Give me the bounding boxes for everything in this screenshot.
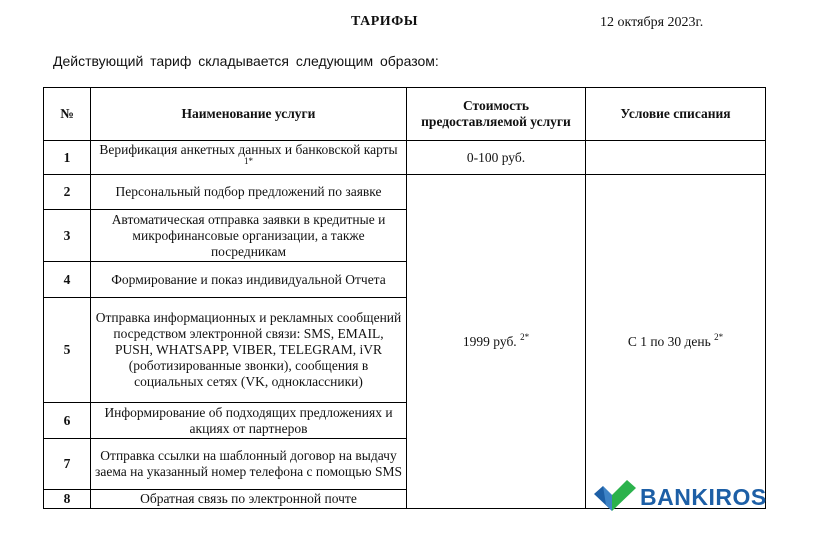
footnote-mark: 1* — [244, 155, 253, 166]
service-cost: 0-100 руб. — [407, 141, 586, 175]
table-row — [44, 175, 766, 210]
group-cost: 1999 руб. $^{2*}$ — [407, 175, 586, 509]
service-name: Информирование об подходящих предложениях и акциях от партнеров — [91, 403, 407, 439]
group-condition: С 1 по 30 день $^{2*}$ — [586, 175, 766, 509]
table-header-row — [44, 88, 766, 141]
column-header-cost: Стоимость предоставляемой услуги — [407, 88, 586, 141]
service-condition — [586, 141, 766, 175]
logo-mark-green — [612, 480, 636, 511]
service-name: Автоматическая отправка заявки в кредитные и микрофинансовые организации, а также посредникам — [91, 210, 407, 262]
service-name: Отправка ссылки на шаблонный договор на выдачу заема на указанный номер телефона с помощью SMS — [91, 439, 407, 490]
service-name: Верификация анкетных данных и банковской карты $^{1*}$ — [91, 141, 407, 175]
service-name: Отправка информационных и рекламных сообщений посредством электронной связи: SMS, EMAIL, PUSH, WHATSAPP, VIBER, TELEGRAM, iVR (роботизированные звонки), сообщения в социальных сетях (VK, одноклассники) — [91, 298, 407, 403]
row-number: 1 — [44, 141, 91, 175]
row-number: 7 — [44, 439, 91, 490]
column-header-condition: Условие списания — [586, 88, 766, 141]
column-header-service: Наименование услуги — [91, 88, 407, 141]
row-number: 3 — [44, 210, 91, 262]
intro-text: Действующий тариф складывается следующим образом: — [53, 53, 439, 69]
tariffs-table — [43, 87, 766, 509]
service-name: Формирование и показ индивидуальной Отчета — [91, 262, 407, 298]
column-header-num: № — [44, 88, 91, 141]
row-number: 8 — [44, 490, 91, 509]
service-name: Персональный подбор предложений по заявке — [91, 175, 407, 210]
table-row — [44, 141, 766, 175]
row-number: 5 — [44, 298, 91, 403]
document-title: ТАРИФЫ — [351, 14, 418, 29]
row-number: 2 — [44, 175, 91, 210]
footnote-mark: 2* — [714, 331, 724, 342]
bankiros-watermark — [594, 480, 767, 514]
document-date: 12 октября 2023г. — [600, 15, 704, 30]
bankiros-logo-text: BANKIROS — [640, 483, 767, 510]
service-name: Обратная связь по электронной почте — [91, 490, 407, 509]
footnote-mark: 2* — [520, 331, 530, 342]
bankiros-logo-icon — [594, 480, 636, 514]
row-number: 6 — [44, 403, 91, 439]
row-number: 4 — [44, 262, 91, 298]
